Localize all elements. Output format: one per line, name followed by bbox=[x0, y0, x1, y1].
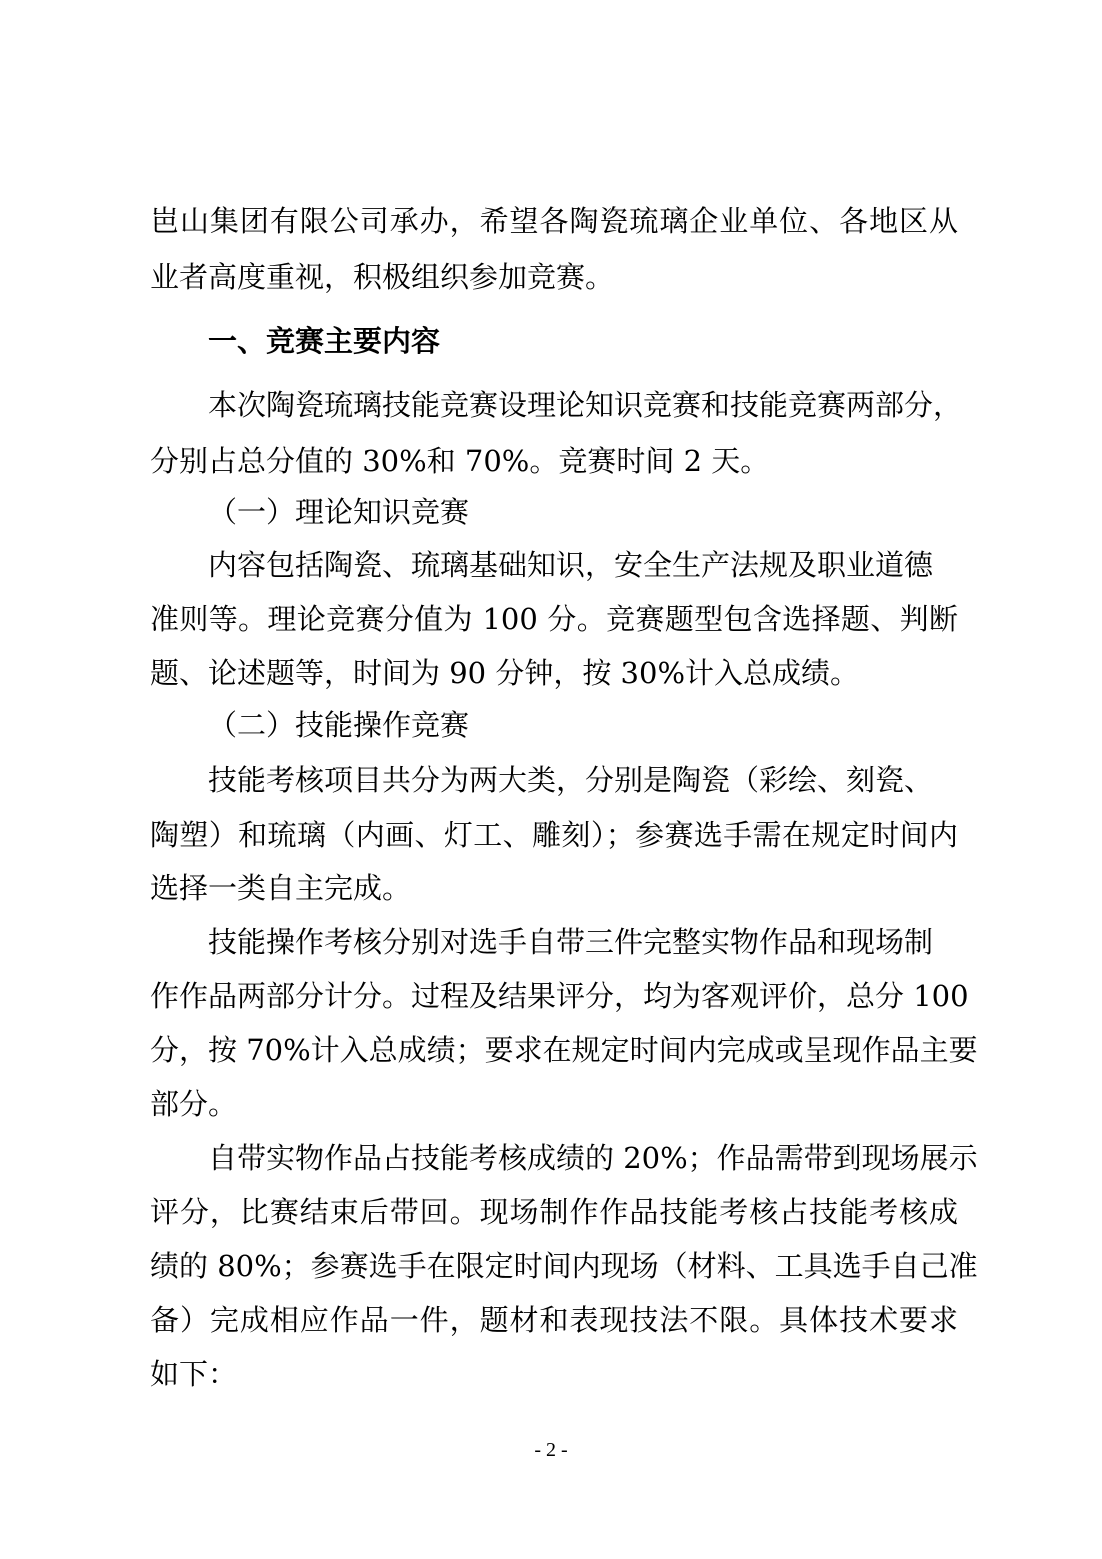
line-text: 作作品两部分计分。过程及结果评分，均为客观评价，总分 100 bbox=[150, 979, 969, 1013]
page-number: - 2 - bbox=[534, 1439, 568, 1461]
body-text-line bbox=[0, 1185, 1102, 1239]
body-text-line bbox=[0, 434, 1102, 488]
line-text: 如下： bbox=[150, 1357, 238, 1391]
body-text-line bbox=[0, 1347, 1102, 1401]
line-text: 自带实物作品占技能考核成绩的 20%；作品需带到现场展示 bbox=[208, 1141, 978, 1175]
body-text-line bbox=[0, 646, 1102, 700]
line-text: 评分，比赛结束后带回。现场制作作品技能考核占技能考核成 bbox=[150, 1195, 958, 1229]
line-text: 部分。 bbox=[150, 1087, 238, 1121]
line-text: 内容包括陶瓷、琉璃基础知识，安全生产法规及职业道德 bbox=[208, 548, 934, 582]
line-text: 本次陶瓷琉璃技能竞赛设理论知识竞赛和技能竞赛两部分， bbox=[208, 388, 963, 422]
body-text-line bbox=[0, 1239, 1102, 1293]
line-text: 业者高度重视，积极组织参加竞赛。 bbox=[150, 260, 615, 294]
body-text-line bbox=[0, 194, 1102, 248]
body-text-line bbox=[0, 753, 1102, 807]
body-text-line bbox=[0, 808, 1102, 862]
body-text-line bbox=[0, 1131, 1102, 1185]
line-text: 分别占总分值的 30%和 70%。竞赛时间 2 天。 bbox=[150, 444, 770, 478]
line-text: 题、论述题等，时间为 90 分钟，按 30%计入总成绩。 bbox=[150, 656, 860, 690]
line-text: 备）完成相应作品一件，题材和表现技法不限。具体技术要求 bbox=[150, 1303, 958, 1337]
section-heading bbox=[0, 314, 1102, 368]
body-text-line bbox=[0, 1077, 1102, 1131]
line-text: 技能考核项目共分为两大类，分别是陶瓷（彩绘、刻瓷、 bbox=[208, 763, 934, 797]
subsection-heading bbox=[0, 698, 1102, 752]
body-text-line bbox=[0, 592, 1102, 646]
body-text-line bbox=[0, 861, 1102, 915]
body-text-line bbox=[0, 250, 1102, 304]
line-text: 岜山集团有限公司承办，希望各陶瓷琉璃企业单位、各地区从 bbox=[150, 204, 958, 238]
body-text-line bbox=[0, 378, 1102, 432]
body-text-line bbox=[0, 1293, 1102, 1347]
line-text: 陶塑）和琉璃（内画、灯工、雕刻）；参赛选手需在规定时间内 bbox=[150, 818, 958, 852]
subsection-heading bbox=[0, 485, 1102, 539]
body-text-line bbox=[0, 969, 1102, 1023]
subheading-text: （一）理论知识竞赛 bbox=[208, 495, 470, 529]
line-text: 准则等。理论竞赛分值为 100 分。竞赛题型包含选择题、判断 bbox=[150, 602, 958, 636]
body-text-line bbox=[0, 915, 1102, 969]
line-text: 分，按 70%计入总成绩；要求在规定时间内完成或呈现作品主要 bbox=[150, 1033, 978, 1067]
body-text-line bbox=[0, 538, 1102, 592]
line-text: 选择一类自主完成。 bbox=[150, 871, 412, 905]
line-text: 技能操作考核分别对选手自带三件完整实物作品和现场制 bbox=[208, 925, 934, 959]
subheading-text: （二）技能操作竞赛 bbox=[208, 708, 470, 742]
body-text-line bbox=[0, 1023, 1102, 1077]
heading-text: 一、竞赛主要内容 bbox=[208, 324, 441, 358]
line-text: 绩的 80%；参赛选手在限定时间内现场（材料、工具选手自己准 bbox=[150, 1249, 978, 1283]
